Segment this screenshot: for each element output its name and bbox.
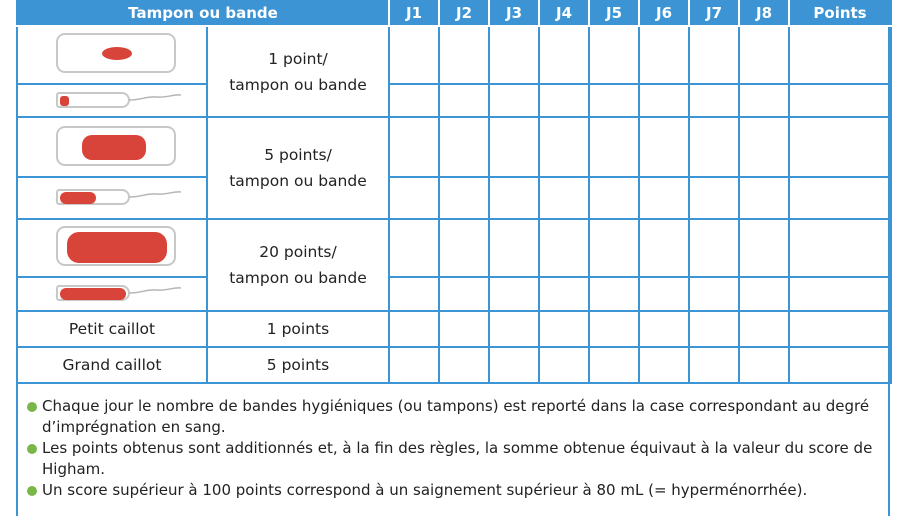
day-entry-cell[interactable]	[689, 219, 739, 277]
day-entry-cell[interactable]	[689, 26, 739, 84]
day-entry-cell[interactable]	[589, 177, 639, 219]
tampon-image-cell	[17, 277, 207, 311]
clot-points: 5 points	[207, 347, 389, 383]
points-total-cell[interactable]	[789, 177, 891, 219]
day-entry-cell[interactable]	[389, 117, 439, 177]
clot-row	[17, 347, 891, 383]
day-entry-cell[interactable]	[489, 177, 539, 219]
note-item	[26, 438, 886, 480]
blood-stain-icon	[60, 192, 96, 204]
header-day-8: J8	[739, 0, 789, 26]
day-entry-cell[interactable]	[739, 117, 789, 177]
day-entry-cell[interactable]	[439, 219, 489, 277]
note-text: Chaque jour le nombre de bandes hygiéniques (ou tampons) est reporté dans la case correspondant au degré d’imprégnation en sang.	[42, 397, 870, 436]
day-entry-cell[interactable]	[439, 347, 489, 383]
bullet-icon	[27, 402, 37, 412]
score-row-tampon	[17, 277, 891, 311]
note-item	[26, 396, 886, 438]
bullet-icon	[27, 444, 37, 454]
points-per-item	[207, 117, 389, 219]
day-entry-cell[interactable]	[689, 347, 739, 383]
tampon-icon	[56, 92, 130, 108]
day-entry-cell[interactable]	[439, 177, 489, 219]
day-entry-cell[interactable]	[539, 219, 589, 277]
day-entry-cell[interactable]	[739, 177, 789, 219]
score-row-pad	[17, 26, 891, 84]
pad-image-cell	[17, 117, 207, 177]
day-entry-cell[interactable]	[589, 347, 639, 383]
day-entry-cell[interactable]	[489, 26, 539, 84]
blood-stain-icon	[67, 232, 167, 263]
day-entry-cell[interactable]	[589, 117, 639, 177]
points-total-cell[interactable]	[789, 311, 891, 347]
day-entry-cell[interactable]	[439, 117, 489, 177]
points-value: 20 points/	[259, 243, 337, 261]
header-day-4: J4	[539, 0, 589, 26]
blood-stain-icon	[102, 47, 132, 60]
note-text: Les points obtenus sont additionnés et, à la fin des règles, la somme obtenue équivaut à la valeur du score de Higham.	[42, 439, 873, 478]
day-entry-cell[interactable]	[389, 277, 439, 311]
blood-stain-icon	[82, 135, 146, 160]
day-entry-cell[interactable]	[489, 277, 539, 311]
sanitary-pad-icon	[56, 126, 176, 166]
day-entry-cell[interactable]	[539, 84, 589, 117]
blood-stain-icon	[60, 96, 69, 106]
day-entry-cell[interactable]	[489, 219, 539, 277]
day-entry-cell[interactable]	[389, 26, 439, 84]
clot-label: Grand caillot	[17, 347, 207, 383]
day-entry-cell[interactable]	[439, 84, 489, 117]
tampon-image-cell	[17, 84, 207, 117]
day-entry-cell[interactable]	[689, 311, 739, 347]
day-entry-cell[interactable]	[589, 26, 639, 84]
day-entry-cell[interactable]	[739, 347, 789, 383]
header-day-7: J7	[689, 0, 739, 26]
day-entry-cell[interactable]	[639, 117, 689, 177]
pad-image-cell	[17, 219, 207, 277]
header-day-2: J2	[439, 0, 489, 26]
points-unit: tampon ou bande	[229, 269, 367, 287]
day-entry-cell[interactable]	[639, 177, 689, 219]
tampon-string-icon	[129, 92, 181, 106]
clot-row	[17, 311, 891, 347]
points-total-cell[interactable]	[789, 347, 891, 383]
day-entry-cell[interactable]	[689, 84, 739, 117]
points-unit: tampon ou bande	[229, 75, 367, 94]
sanitary-pad-icon	[56, 33, 176, 73]
day-entry-cell[interactable]	[739, 84, 789, 117]
blood-stain-icon	[60, 288, 126, 300]
day-entry-cell[interactable]	[389, 84, 439, 117]
score-row-tampon	[17, 84, 891, 117]
note-item	[26, 480, 886, 501]
clot-label: Petit caillot	[17, 311, 207, 347]
points-per-item	[207, 26, 389, 117]
day-entry-cell[interactable]	[389, 311, 439, 347]
day-entry-cell[interactable]	[539, 117, 589, 177]
tampon-icon	[56, 285, 130, 301]
header-day-6: J6	[639, 0, 689, 26]
header-type: Tampon ou bande	[17, 0, 389, 26]
tampon-icon	[56, 189, 130, 205]
day-entry-cell[interactable]	[539, 347, 589, 383]
day-entry-cell[interactable]	[689, 117, 739, 177]
tampon-image-cell	[17, 177, 207, 219]
day-entry-cell[interactable]	[539, 311, 589, 347]
score-row-pad	[17, 117, 891, 177]
points-unit: tampon ou bande	[229, 172, 367, 190]
note-text: Un score supérieur à 100 points correspond à un saignement supérieur à 80 mL (= hyperménorrhée).	[42, 481, 808, 499]
points-total-cell[interactable]	[789, 219, 891, 277]
points-total-cell[interactable]	[789, 84, 891, 117]
higham-score-table	[16, 0, 892, 384]
day-entry-cell[interactable]	[739, 26, 789, 84]
notes-list	[26, 396, 886, 501]
clot-points: 1 points	[207, 311, 389, 347]
day-entry-cell[interactable]	[639, 347, 689, 383]
points-total-cell[interactable]	[789, 117, 891, 177]
points-value: 1 point/	[268, 49, 328, 68]
day-entry-cell[interactable]	[739, 219, 789, 277]
day-entry-cell[interactable]	[589, 219, 639, 277]
day-entry-cell[interactable]	[639, 84, 689, 117]
day-entry-cell[interactable]	[589, 277, 639, 311]
day-entry-cell[interactable]	[489, 311, 539, 347]
header-points: Points	[789, 0, 891, 26]
score-row-tampon	[17, 177, 891, 219]
pad-image-cell	[17, 26, 207, 84]
bullet-icon	[27, 486, 37, 496]
day-entry-cell[interactable]	[639, 277, 689, 311]
day-entry-cell[interactable]	[689, 277, 739, 311]
points-total-cell[interactable]	[789, 26, 891, 84]
day-entry-cell[interactable]	[539, 177, 589, 219]
day-entry-cell[interactable]	[639, 311, 689, 347]
day-entry-cell[interactable]	[739, 277, 789, 311]
points-total-cell[interactable]	[789, 277, 891, 311]
day-entry-cell[interactable]	[589, 311, 639, 347]
points-per-item	[207, 219, 389, 311]
score-row-pad	[17, 219, 891, 277]
day-entry-cell[interactable]	[689, 177, 739, 219]
tampon-string-icon	[129, 285, 181, 299]
header-day-5: J5	[589, 0, 639, 26]
day-entry-cell[interactable]	[389, 177, 439, 219]
header-row	[17, 0, 891, 26]
day-entry-cell[interactable]	[489, 84, 539, 117]
day-entry-cell[interactable]	[439, 26, 489, 84]
day-entry-cell[interactable]	[489, 347, 539, 383]
day-entry-cell[interactable]	[589, 84, 639, 117]
day-entry-cell[interactable]	[639, 26, 689, 84]
day-entry-cell[interactable]	[439, 277, 489, 311]
sanitary-pad-icon	[56, 226, 176, 266]
header-day-1: J1	[389, 0, 439, 26]
tampon-string-icon	[129, 189, 181, 203]
day-entry-cell[interactable]	[389, 219, 439, 277]
day-entry-cell[interactable]	[489, 117, 539, 177]
day-entry-cell[interactable]	[539, 26, 589, 84]
day-entry-cell[interactable]	[539, 277, 589, 311]
day-entry-cell[interactable]	[739, 311, 789, 347]
points-value: 5 points/	[264, 146, 332, 164]
header-day-3: J3	[489, 0, 539, 26]
day-entry-cell[interactable]	[639, 219, 689, 277]
day-entry-cell[interactable]	[439, 311, 489, 347]
day-entry-cell[interactable]	[389, 347, 439, 383]
